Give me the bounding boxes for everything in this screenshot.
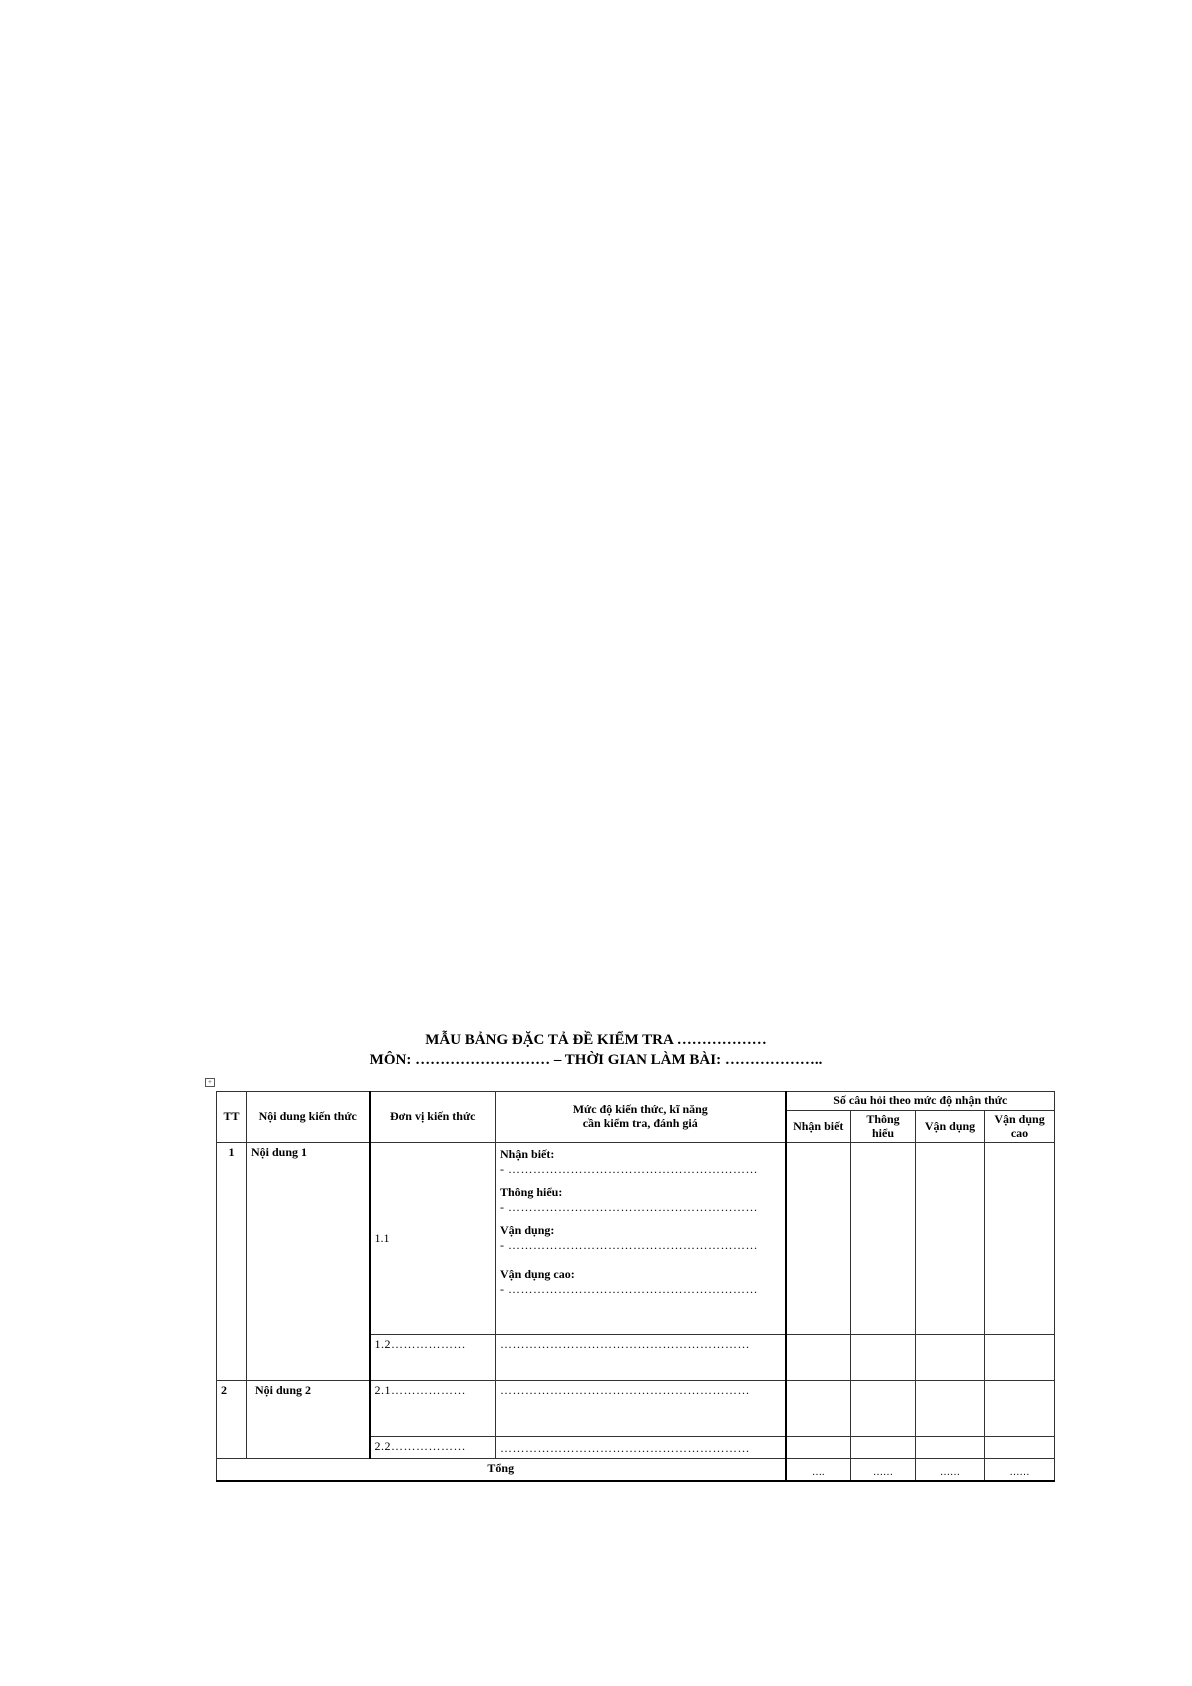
- header-apply: Vận dụng: [916, 1110, 985, 1143]
- row-1-unit-1-levels: [496, 1143, 786, 1335]
- cell-understand: [851, 1437, 916, 1459]
- table-anchor-icon[interactable]: +: [205, 1078, 215, 1087]
- total-apply-high: ……: [985, 1459, 1055, 1481]
- table-row: [217, 1381, 1055, 1437]
- row-1-unit-2-text: ……………………………………………………: [496, 1335, 786, 1381]
- total-label: Tổng: [217, 1459, 786, 1481]
- cell-understand: [851, 1335, 916, 1381]
- level-text-apply-high: - ……………………………………………………: [500, 1282, 758, 1297]
- header-understand: Thông hiểu: [851, 1110, 916, 1143]
- header-level-description-line2: cần kiểm tra, đánh giá: [582, 1116, 698, 1131]
- header-tt: TT: [217, 1092, 247, 1143]
- header-level-description-line1: Mức độ kiến thức, kĩ năng: [572, 1102, 708, 1117]
- cell-recognize: [786, 1335, 851, 1381]
- level-text-apply: - ……………………………………………………: [500, 1238, 758, 1253]
- total-row: [217, 1459, 1055, 1481]
- level-label-apply: Vận dụng:: [500, 1223, 555, 1238]
- cell-recognize: [786, 1381, 851, 1437]
- cell-apply: [916, 1143, 985, 1335]
- level-label-apply-high: Vận dụng cao:: [500, 1267, 575, 1282]
- header-apply-high: Vận dụng cao: [985, 1110, 1055, 1143]
- row-2-content: Nội dung 2: [247, 1381, 370, 1459]
- row-1-unit-2: 1.2………………: [370, 1335, 496, 1381]
- row-2-unit-1: 2.1………………: [370, 1381, 496, 1437]
- header-recognize: Nhận biết: [786, 1110, 851, 1143]
- row-2-unit-2-text: ……………………………………………………: [496, 1437, 786, 1459]
- row-2-tt: 2: [217, 1381, 247, 1459]
- cell-apply-high: [985, 1381, 1055, 1437]
- total-understand: ……: [851, 1459, 916, 1481]
- cell-apply-high: [985, 1143, 1055, 1335]
- row-1-unit-1: 1.1: [370, 1143, 496, 1335]
- level-text-recognize: - ……………………………………………………: [500, 1162, 758, 1177]
- level-text-understand: - ……………………………………………………: [500, 1200, 758, 1215]
- cell-apply: [916, 1437, 985, 1459]
- cell-recognize: [786, 1143, 851, 1335]
- document-subtitle: MÔN: ……………………… – THỜI GIAN LÀM BÀI: ………………..: [369, 1052, 823, 1068]
- specification-table: [216, 1091, 1055, 1482]
- total-recognize: ….: [786, 1459, 851, 1481]
- table-row: [217, 1143, 1055, 1335]
- cell-apply-high: [985, 1437, 1055, 1459]
- cell-apply: [916, 1381, 985, 1437]
- cell-understand: [851, 1381, 916, 1437]
- cell-understand: [851, 1143, 916, 1335]
- level-label-understand: Thông hiểu:: [500, 1185, 563, 1200]
- cell-apply: [916, 1335, 985, 1381]
- row-2-unit-2: 2.2………………: [370, 1437, 496, 1459]
- document-title: MẪU BẢNG ĐẶC TẢ ĐỀ KIỂM TRA ………………: [425, 1032, 767, 1048]
- cell-apply-high: [985, 1335, 1055, 1381]
- cell-recognize: [786, 1437, 851, 1459]
- total-apply: ……: [916, 1459, 985, 1481]
- header-level-description: [496, 1092, 786, 1143]
- row-1-tt: 1: [217, 1143, 247, 1381]
- header-content: Nội dung kiến thức: [247, 1092, 370, 1143]
- header-question-count: Số câu hỏi theo mức độ nhận thức: [786, 1092, 1055, 1111]
- header-unit: Đơn vị kiến thức: [370, 1092, 496, 1143]
- row-1-content: Nội dung 1: [247, 1143, 370, 1381]
- level-label-recognize: Nhận biết:: [500, 1147, 555, 1162]
- row-2-unit-1-text: ……………………………………………………: [496, 1381, 786, 1437]
